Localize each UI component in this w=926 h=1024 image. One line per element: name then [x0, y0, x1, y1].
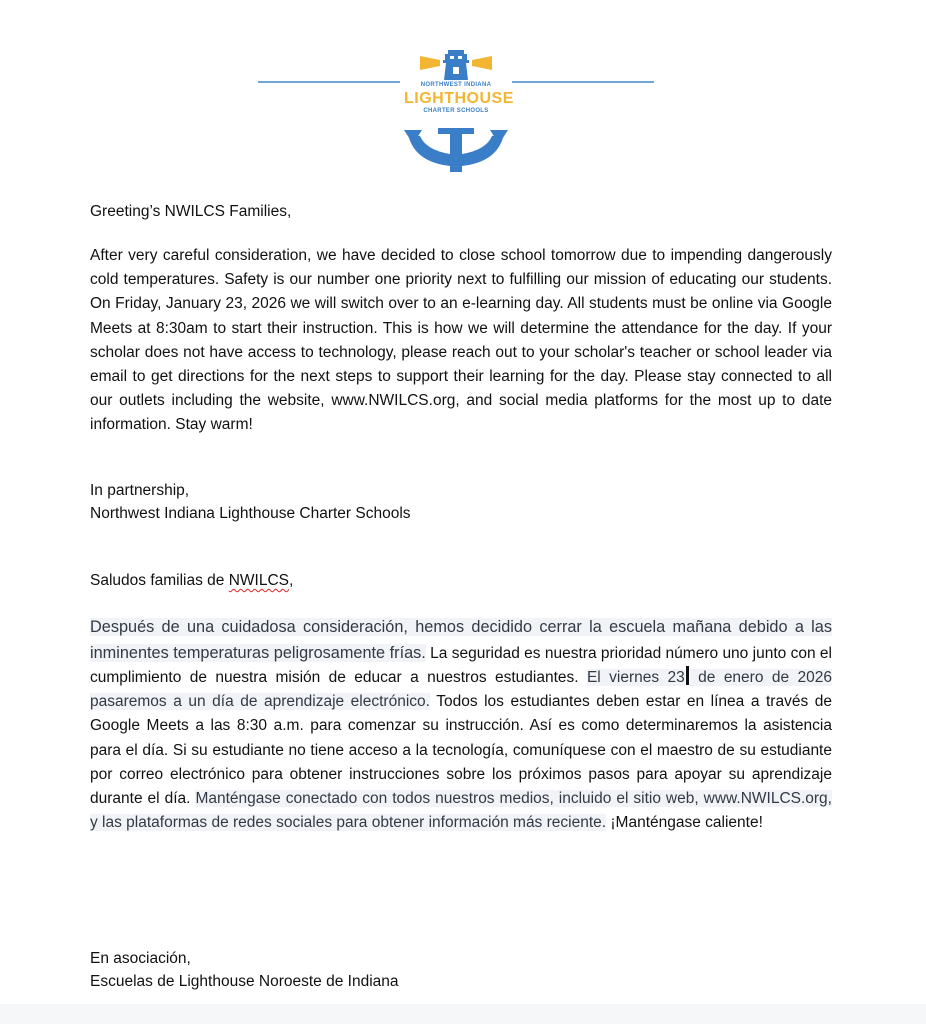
spanish-body-part7: ¡Manténgase caliente! — [606, 814, 763, 832]
english-greeting: Greeting’s NWILCS Families, — [90, 203, 292, 220]
spanish-body-part5: Todos los estudiantes deben estar en línea a través de Google Meets a las 8:30 a.m. para comenzar su instrucción. Así es como determinaremos la asistencia para el día. Si su estudiante no tiene acceso a la tecnología, comuníquese con el maestro de su estudiante por correo electrónico para obtener instrucciones sobre los próximos pasos para apoyar su aprendizaje durante el día. — [90, 693, 832, 808]
school-logo — [404, 50, 514, 174]
spellcheck-flagged-word[interactable]: NWILCS — [228, 572, 290, 589]
header-rule-right — [512, 81, 654, 83]
spanish-body-part3: El viernes 23 — [586, 669, 685, 686]
spanish-greeting-suffix: , — [289, 572, 294, 589]
spanish-body-part4: de enero de 2026 pasaremos a un día de aprendizaje electrónico. — [90, 669, 832, 711]
spanish-body-part2: La seguridad es nuestra prioridad número uno junto con el cumplimiento de nuestra misión de educar a nuestros estudiantes. — [90, 644, 832, 686]
spanish-body-part1: Después de una cuidadosa consideración, hemos decidido cerrar la escuela mañana debido a las inminentes temperaturas peligrosamente frías. — [90, 618, 832, 662]
logo-main-text: LIGHTHOUSE — [404, 90, 514, 107]
spanish-greeting-prefix: Saludos familias de — [90, 572, 229, 589]
spanish-body-part6: Manténgase conectado con todos nuestros medios, incluido el sitio web, www.NWILCS.org, y las plataformas de redes sociales para obtener información más reciente. — [90, 790, 832, 832]
header-rule-left — [258, 81, 400, 83]
bottom-scroll-region — [0, 1004, 926, 1024]
logo-top-text: NORTHWEST INDIANA — [420, 82, 492, 88]
spanish-greeting — [90, 569, 832, 593]
spanish-body — [90, 615, 832, 835]
english-body: After very careful consideration, we have decided to close school tomorrow due to impending dangerously cold temperatures. Safety is our number one priority next to fulfilling our mission of educating our students. On Friday, January 23, 2026 we will switch over to an e-learning day. All students must be online via Google Meets at 8:30am to start their instruction. This is how we will determine the attendance for the day. If your scholar does not have access to technology, please reach out to your scholar's teacher or school leader via email to get directions for the next steps to support their learning for the day. Please stay connected to all our outlets including the website, www.NWILCS.org, and social media platforms for the most up to date information. Stay warm! — [90, 247, 832, 434]
logo-bottom-text: CHARTER SCHOOLS — [423, 108, 489, 114]
spanish-signature: Escuelas de Lighthouse Noroeste de Indiana — [90, 973, 399, 990]
spanish-closing: En asociación, — [90, 950, 191, 967]
text-cursor — [686, 666, 689, 685]
letterhead — [0, 40, 926, 180]
english-signature: Northwest Indiana Lighthouse Charter Schools — [90, 505, 411, 522]
english-closing: In partnership, — [90, 482, 190, 499]
